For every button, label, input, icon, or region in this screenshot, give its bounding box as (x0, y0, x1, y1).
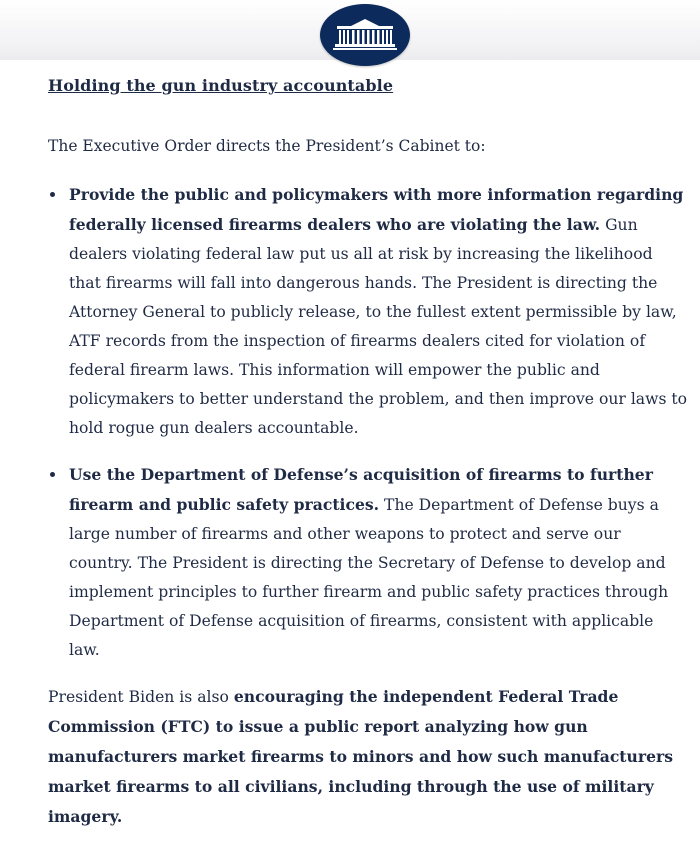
bullet-dot (50, 192, 55, 197)
list-item (48, 460, 688, 665)
intro-paragraph: The Executive Order directs the President’s Cabinet to: (48, 137, 486, 155)
white-house-seal-icon[interactable] (320, 4, 410, 66)
bullet-lead: Provide the public and policymakers with more information regarding federally licensed firearms dealers who are violating the law. (69, 185, 684, 234)
section-heading: Holding the gun industry accountable (48, 76, 394, 95)
bullet-list (48, 180, 688, 665)
closing-paragraph (48, 682, 688, 832)
article (48, 74, 688, 832)
list-item (48, 180, 688, 443)
bullet-body: Gun dealers violating federal law put us all at risk by increasing the likelihood that firearms will fall into dangerous hands. The President is directing the Attorney General to publicly release, to the fullest extent permissible by law, ATF records from the inspection of firearms dealers cited for violation of federal firearm laws. This information will empower the public and policymakers to better understand the problem, and then improve our laws to hold rogue gun dealers accountable. (69, 216, 688, 437)
bullet-body: The Department of Defense buys a large number of firearms and other weapons to protect and serve our country. The President is directing the Secretary of Defense to develop and implement principles to further firearm and public safety practices through Department of Defense acquisition of firearms, consistent with applicable law. (69, 496, 669, 659)
white-house-building-icon (329, 15, 401, 55)
closing-bold: encouraging the independent Federal Trade Commission (FTC) to issue a public report analyzing how gun manufacturers market firearms to minors and how such manufacturers market firearms to all civilians, including through the use of military imagery. (48, 687, 673, 826)
bullet-dot (50, 472, 55, 477)
closing-prefix: President Biden is also (48, 688, 234, 706)
bullet-lead: Use the Department of Defense’s acquisition of firearms to further firearm and public safety practices. (69, 465, 653, 514)
